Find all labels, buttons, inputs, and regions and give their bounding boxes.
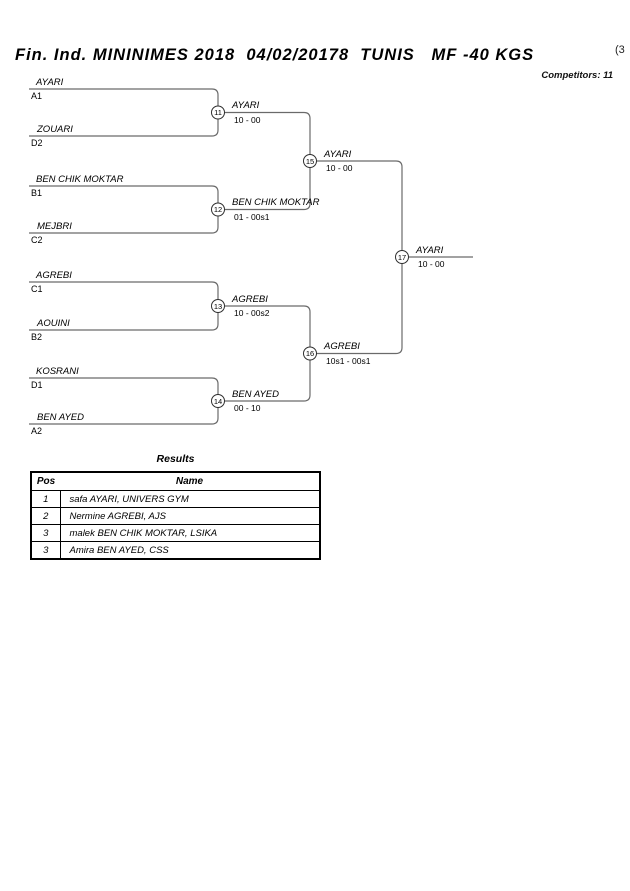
player-name: ZOUARI [37,124,73,135]
seed-label: C2 [31,235,43,245]
match-number: 14 [213,396,223,406]
match-number: 17 [397,252,407,262]
match-number: 16 [305,349,315,358]
table-row [31,491,320,508]
result-name: Amira BEN AYED, CSS [60,542,320,560]
result-name: safa AYARI, UNIVERS GYM [60,491,320,508]
winner-name: BEN AYED [232,389,279,400]
table-row [31,542,320,560]
result-pos: 1 [31,491,60,508]
seed-label: B1 [31,188,43,198]
seed-label: D1 [31,380,43,390]
seed-label: C1 [31,284,43,294]
table-row [31,508,320,525]
seed-label: A2 [31,426,43,436]
result-pos: 2 [31,508,60,525]
column-header-name: Name [60,472,320,491]
seed-label: D2 [31,138,43,148]
winner-name: BEN CHIK MOKTAR [232,197,320,208]
player-name: BEN CHIK MOKTAR [36,174,124,185]
winner-name: AYARI [232,100,260,111]
match-score: 10 - 00s2 [234,308,270,318]
page-title: Fin. Ind. MININIMES 2018 04/02/20178 TUNIS MF -40 KGS [15,46,535,64]
match11-winner-line [218,113,310,162]
result-pos: 3 [31,542,60,560]
winner-name: AYARI [416,245,444,256]
column-header-pos: Pos [31,472,60,491]
player-name: BEN AYED [37,412,84,423]
results-table [30,471,321,560]
match-score: 10 - 00 [326,163,353,173]
seed-label: B2 [31,332,43,342]
match-number: 13 [213,301,223,311]
player-name: KOSRANI [36,366,79,377]
corner-mark: (3 [615,44,625,56]
seed-label: A1 [31,91,43,101]
match-score: 10 - 00 [234,115,261,125]
match-score: 10 - 00 [418,259,445,269]
winner-name: AYARI [324,149,352,160]
result-name: malek BEN CHIK MOKTAR, LSIKA [60,525,320,542]
table-row [31,525,320,542]
winner-name: AGREBI [324,341,360,352]
match-number: 11 [214,108,222,117]
winner-name: AGREBI [232,294,268,305]
match-number: 12 [213,205,223,214]
player-name: AOUINI [37,318,70,329]
competitors-count: Competitors: 11 [541,70,613,81]
match-number: 15 [305,156,315,166]
result-name: Nermine AGREBI, AJS [60,508,320,525]
result-pos: 3 [31,525,60,542]
match-score: 10s1 - 00s1 [326,356,371,366]
match-score: 00 - 10 [234,403,261,413]
results-title: Results [156,453,195,465]
player-name: AYARI [36,77,64,88]
player-name: AGREBI [36,270,72,281]
match15-winner-line [310,161,402,257]
player-name: MEJBRI [37,221,72,232]
match16-winner-line [310,257,402,354]
results-header-row [31,472,320,491]
match-score: 01 - 00s1 [234,212,270,222]
